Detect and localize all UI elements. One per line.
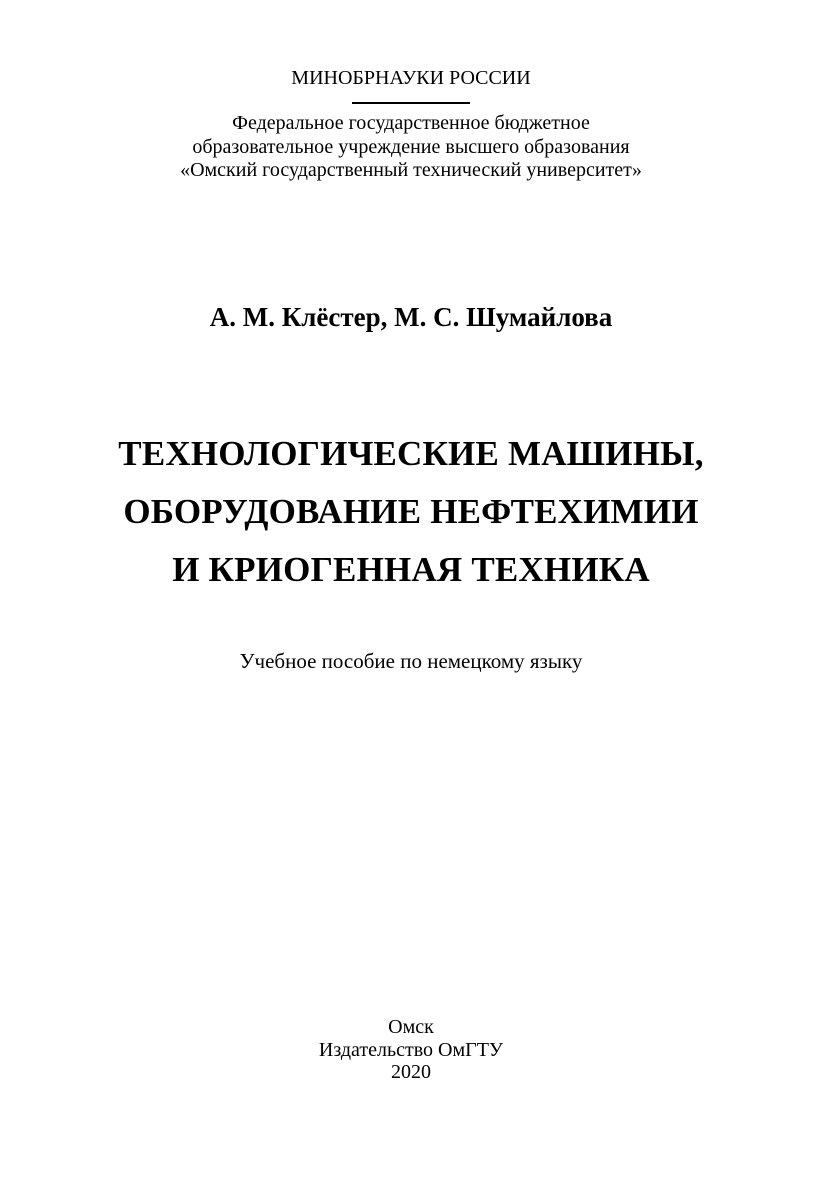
book-title bbox=[0, 425, 836, 599]
organization-line-1: Федеральное государственное бюджетное bbox=[232, 112, 590, 134]
divider-line bbox=[352, 102, 470, 104]
authors: А. М. Клёстер, М. С. Шумайлова bbox=[209, 302, 613, 332]
imprint-publisher: Издательство ОмГТУ bbox=[318, 1038, 504, 1061]
imprint-year: 2020 bbox=[391, 1061, 431, 1083]
subtitle: Учебное пособие по немецкому языку bbox=[239, 649, 583, 673]
organization-line-2: образовательное учреждение высшего образования bbox=[192, 135, 630, 158]
imprint-city: Омск bbox=[388, 1016, 434, 1038]
organization-line-3: «Омский государственный технический университет» bbox=[180, 159, 642, 181]
organization-name bbox=[0, 112, 836, 183]
title-line-2: ОБОРУДОВАНИЕ НЕФТЕХИМИИ bbox=[123, 492, 699, 531]
ministry-name: МИНОБРНАУКИ РОССИИ bbox=[291, 67, 531, 89]
title-line-3: И КРИОГЕННАЯ ТЕХНИКА bbox=[172, 550, 650, 589]
imprint bbox=[0, 1016, 836, 1084]
title-line-1: ТЕХНОЛОГИЧЕСКИЕ МАШИНЫ, bbox=[118, 434, 704, 473]
